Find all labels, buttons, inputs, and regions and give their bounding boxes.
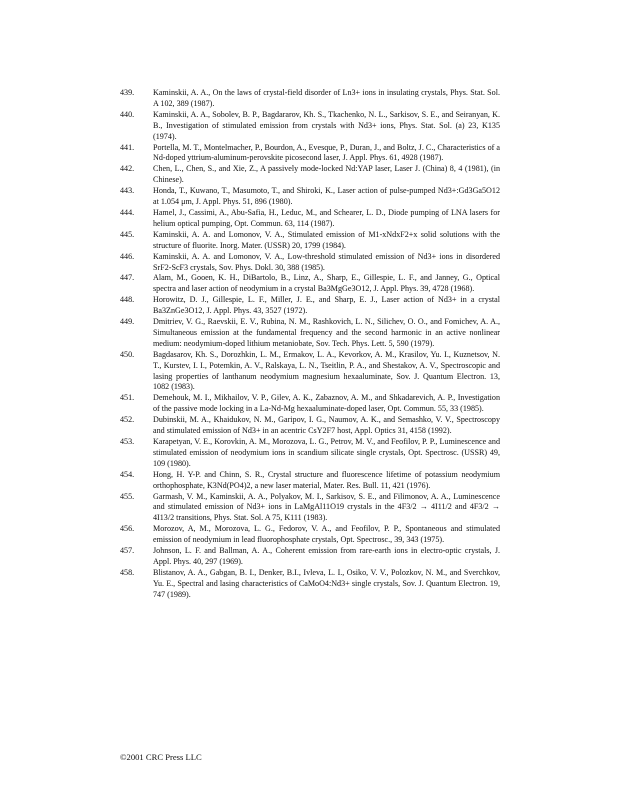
reference-entry bbox=[120, 492, 500, 525]
reference-number: 449. bbox=[120, 317, 135, 327]
reference-text: Karapetyan, V. E., Korovkin, A. M., Morozova, L. G., Petrov, M. V., and Feofilov, P. P., Luminescence and stimulated emission of neodymium ions in scandium silicate single crystals, Opt. Spectrosc. (USSR) 49, 109 (1980). bbox=[153, 437, 500, 468]
reference-text: Kaminskii, A. A. and Lomonov, V. A., Low-threshold stimulated emission of Nd3+ ions in disordered SrF2-ScF3 crystals, Sov. Phys. Dokl. 30, 388 (1985). bbox=[153, 251, 500, 272]
reference-number: 446. bbox=[120, 251, 135, 261]
reference-number: 443. bbox=[120, 186, 135, 196]
reference-number: 448. bbox=[120, 295, 135, 305]
reference-text: Hamel, J., Cassimi, A., Abu-Safia, H., Leduc, M., and Schearer, L. D., Diode pumping of LNA lasers for helium optical pumping, Opt. Commun. 63, 114 (1987). bbox=[153, 207, 500, 228]
reference-entry bbox=[120, 470, 500, 492]
reference-entry bbox=[120, 143, 500, 165]
reference-number: 455. bbox=[120, 491, 135, 501]
reference-text: Garmash, V. M., Kaminskii, A. A., Polyakov, M. I., Sarkisov, S. E., and Filimonov, A. A., Luminescence and stimulated emission of Nd3+ ions in LaMgAl11O19 crystals in the 4F3/2 → 4I11/2 and 4F3/2 → 4I13/2 transitions, Phys. Stat. Sol. A 75, K111 (1983). bbox=[153, 491, 500, 523]
reference-text: Alam, M., Gooen, K. H., DiBartolo, B., Linz, A., Sharp, E., Gillespie, L. F., and Janney, G., Optical spectra and laser action of neodymium in a crystal Ba3MgGe3O12, J. Appl. Phys. 39, 4728 (1968). bbox=[153, 273, 500, 294]
reference-text: Hong, H. Y-P. and Chinn, S. R., Crystal structure and fluorescence lifetime of potassium neodymium orthophosphate, K3Nd(PO4)2, a new laser material, Mater. Res. Bull. 11, 421 (1976). bbox=[153, 469, 500, 490]
reference-number: 457. bbox=[120, 546, 135, 556]
reference-text: Kaminskii, A. A., Sobolev, B. P., Bagdararov, Kh. S., Tkachenko, N. L., Sarkisov, S. E., and Seiranyan, K. B., Investigation of stimulated emission from crystals with Nd3+ ions, Phys. Stat. Sol. (a) 23, K135 (1974). bbox=[153, 109, 500, 141]
reference-number: 453. bbox=[120, 437, 135, 446]
reference-entry bbox=[120, 524, 500, 546]
reference-entry bbox=[120, 437, 500, 470]
reference-list bbox=[120, 88, 500, 601]
reference-number: 442. bbox=[120, 164, 135, 174]
reference-number: 440. bbox=[120, 109, 135, 119]
reference-number: 454. bbox=[120, 469, 135, 479]
reference-number: 439. bbox=[120, 88, 135, 97]
reference-entry bbox=[120, 295, 500, 317]
reference-number: 447. bbox=[120, 273, 135, 283]
reference-entry bbox=[120, 317, 500, 350]
reference-text: Horowitz, D. J., Gillespie, L. F., Miller, J. E., and Sharp, E. J., Laser action of Nd3+ in a crystal Ba3ZnGe3O12, J. Appl. Phys. 43, 3527 (1972). bbox=[153, 295, 500, 316]
reference-number: 456. bbox=[120, 524, 135, 534]
reference-entry bbox=[120, 208, 500, 230]
reference-entry bbox=[120, 186, 500, 208]
reference-text: Kaminskii, A. A., On the laws of crystal-field disorder of Ln3+ ions in insulating crystals, Phys. Stat. Sol. A 102, 389 (1987). bbox=[153, 88, 500, 108]
reference-text: Portella, M. T., Montelmacher, P., Bourdon, A., Evesque, P., Duran, J., and Boltz, J. C., Characteristics of a Nd-doped yttrium-aluminum-perovskite picosecond laser, J. Appl. Phys. 61, 4928 (1987). bbox=[153, 142, 500, 163]
reference-text: Morozov, A, M., Morozova, L. G., Fedorov, V. A., and Feofilov, P. P., Spontaneous and stimulated emission of neodymium in lead fluorophosphate crystals, Opt. Spectrosc., 39, 343 (1975). bbox=[153, 524, 500, 545]
reference-entry bbox=[120, 164, 500, 186]
reference-entry bbox=[120, 230, 500, 252]
copyright-footer: ©2001 CRC Press LLC bbox=[120, 752, 202, 762]
reference-entry bbox=[120, 350, 500, 394]
reference-text: Demehouk, M. I., Mikhailov, V. P., Gilev, A. K., Zabaznov, A. M., and Shkadarevich, A. P., Investigation of the passive mode locking in a La-Nd-Mg hexaaluminate-doped laser, Opt. Commun. 55, 33 (1985). bbox=[153, 393, 500, 414]
reference-number: 458. bbox=[120, 567, 135, 577]
reference-number: 441. bbox=[120, 142, 135, 152]
reference-number: 452. bbox=[120, 415, 135, 425]
reference-text: Johnson, L. F. and Ballman, A. A., Coherent emission from rare-earth ions in electro-optic crystals, J. Appl. Phys. 40, 297 (1969). bbox=[153, 546, 500, 566]
reference-text: Blistanov, A. A., Gabgan, B. I., Denker, B.I., Ivleva, L. I., Osiko, V. V., Polozkov, N. M., and Sverchkov, Yu. E., Spectral and lasing characteristics of CaMoO4:Nd3+ single crystals, Sov. J. Quantum Electron. 19, 747 (1989). bbox=[153, 567, 500, 599]
reference-text: Dubinskii, M. A., Khaidukov, N. M., Garipov, I. G., Naumov, A. K., and Semashko, V. V., Spectroscopy and stimulated emission of Nd3+ in an acentric CsY2F7 host, Appl. Optics 31, 4158 (1992). bbox=[153, 415, 500, 436]
reference-entry bbox=[120, 88, 500, 110]
reference-text: Bagdasarov, Kh. S., Dorozhkin, L. M., Ermakov, L. A., Kevorkov, A. M., Krasilov, Yu. I., Kuznetsov, N. T., Kurstev, I. I., Potemkin, A. V., Ralskaya, L. N., Tseitlin, P. A., and Shestakov, A. V., Spectroscopic and lasing properties of lanthanum neodymium magnesium hexaaluminate, Sov. J. Quantum Electron. 13, 1082 (1983). bbox=[153, 349, 500, 392]
reference-entry bbox=[120, 415, 500, 437]
reference-text: Honda, T., Kuwano, T., Masumoto, T., and Shiroki, K., Laser action of pulse-pumped Nd3+:Gd3Ga5O12 at 1.054 μm, J. Appl. Phys. 51, 896 (1980). bbox=[153, 186, 500, 207]
reference-number: 450. bbox=[120, 349, 135, 359]
reference-entry bbox=[120, 568, 500, 601]
reference-text: Kaminskii, A. A. and Lomonov, V. A., Stimulated emission of M1-xNdxF2+x solid solutions with the structure of fluorite. Inorg. Mater. (USSR) 20, 1799 (1984). bbox=[153, 229, 500, 250]
reference-entry bbox=[120, 393, 500, 415]
reference-number: 444. bbox=[120, 207, 135, 217]
reference-text: Dmitriev, V. G., Raevskii, E. V., Rubina, N. M., Rashkovich, L. N., Silichev, O. O., and Fomichev, A. A., Simultaneous emission at the fundamental frequency and the second harmonic in an active nonlinear medium: neodymium-doped lithium metaniobate, Sov. Tech. Phys. Lett. 5, 590 (1979). bbox=[153, 317, 500, 348]
reference-number: 451. bbox=[120, 393, 135, 403]
reference-entry bbox=[120, 546, 500, 568]
reference-entry bbox=[120, 110, 500, 143]
reference-entry bbox=[120, 252, 500, 274]
reference-entry bbox=[120, 273, 500, 295]
reference-text: Chen, L., Chen, S., and Xie, Z., A passively mode-locked Nd:YAP laser, Laser J. (China) 8, 4 (1981), (in Chinese). bbox=[153, 164, 500, 185]
reference-number: 445. bbox=[120, 229, 135, 239]
